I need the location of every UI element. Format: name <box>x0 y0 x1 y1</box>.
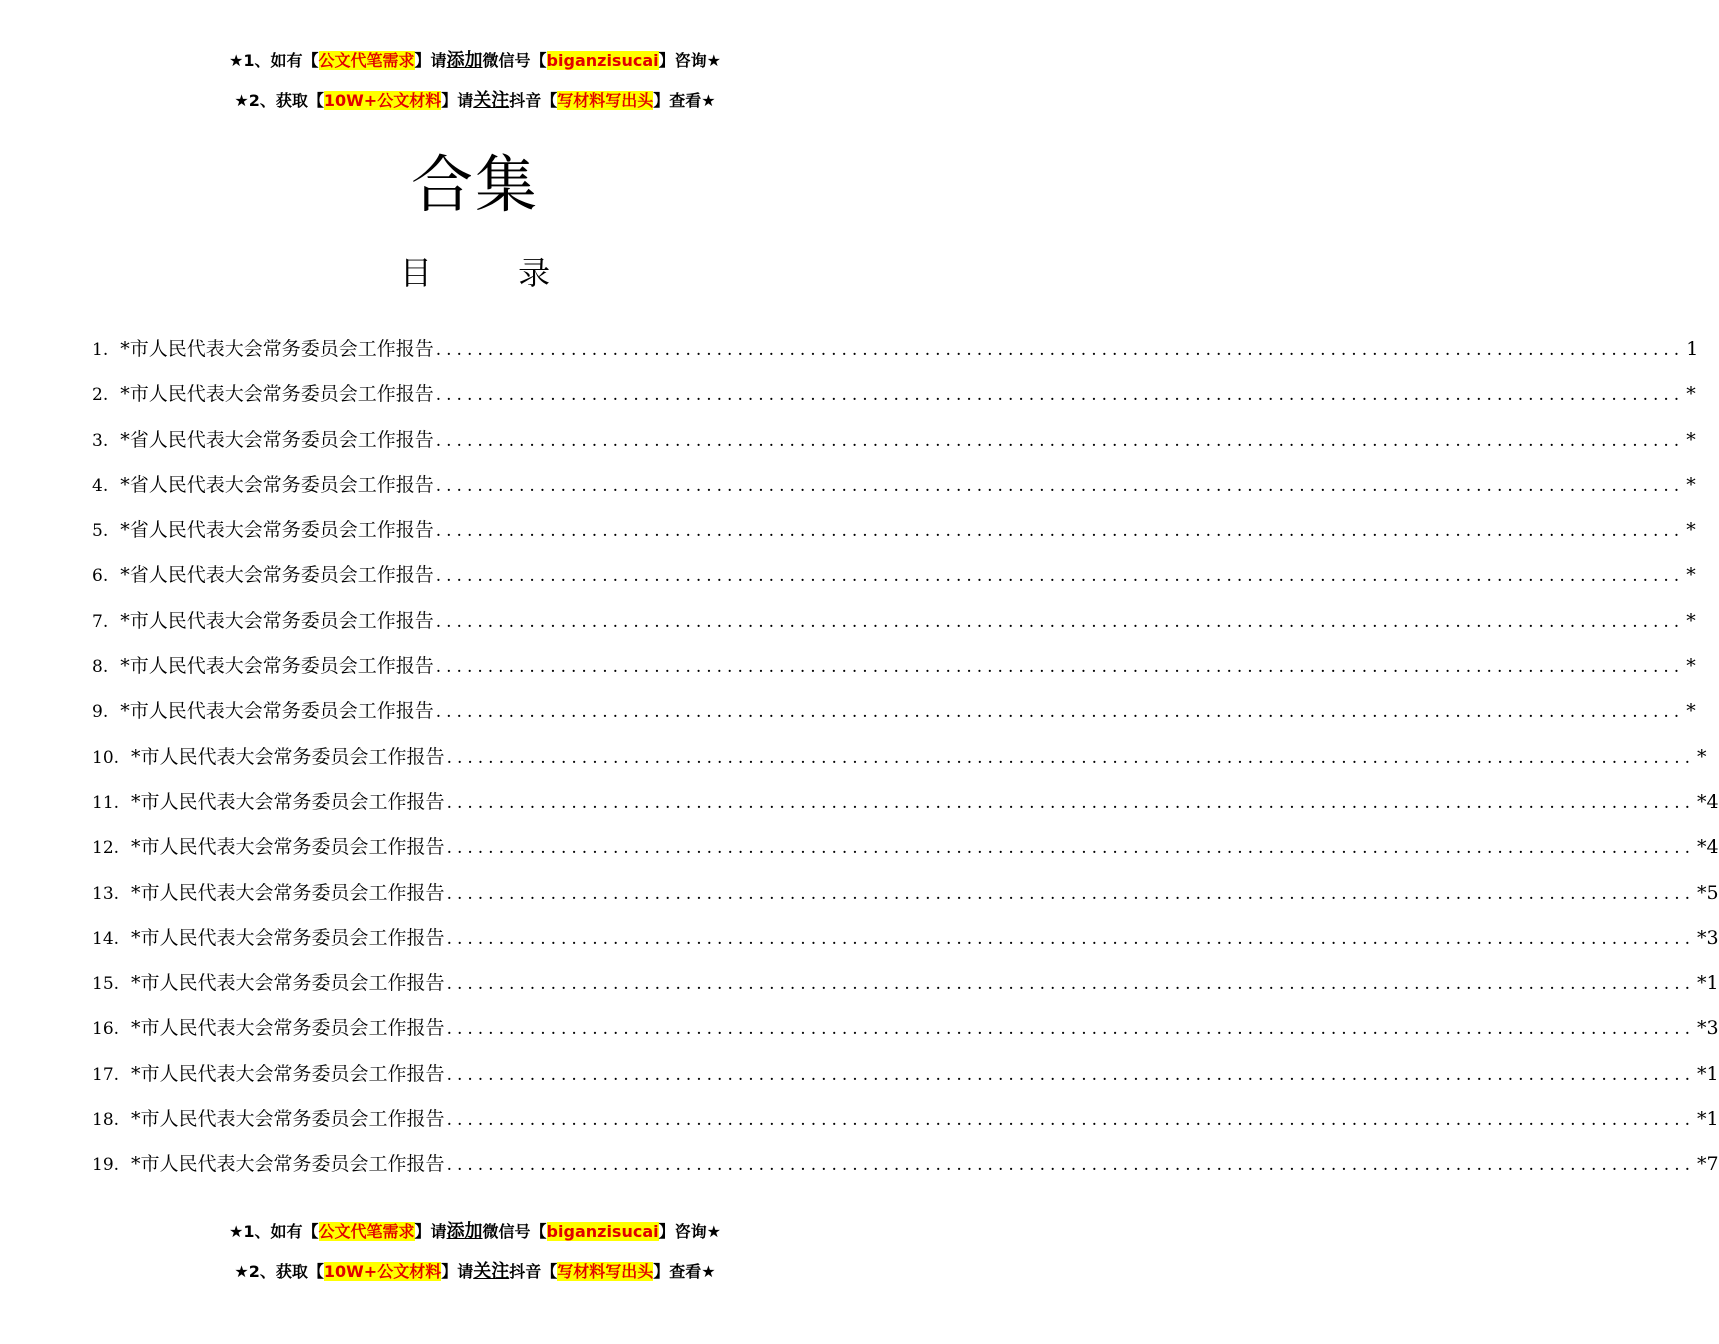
toc-leader-dots: ........................................................................................................................ <box>446 1019 1696 1040</box>
table-of-contents <box>92 331 1719 1192</box>
toc-entry-page: 1 <box>1686 338 1699 360</box>
promo-text: 】请 <box>441 91 474 110</box>
toc-leader-dots: ........................................................................................................................ <box>435 702 1685 723</box>
toc-entry-page: * <box>1686 564 1696 587</box>
promo-line-2 <box>0 1259 950 1285</box>
toc-entry[interactable] <box>92 693 1696 738</box>
promo-text: ★2、获取【 <box>234 1262 324 1281</box>
toc-entry-number: 11. <box>92 792 120 813</box>
toc-entry-page: * <box>1686 519 1696 542</box>
toc-entry[interactable] <box>92 331 1699 376</box>
toc-entry-title: *省人民代表大会常务委员会工作报告 <box>120 473 434 496</box>
toc-entry-title: *省人民代表大会常务委员会工作报告 <box>120 428 434 451</box>
promo-highlight: 公文代笔需求 <box>318 51 415 70</box>
toc-entry-page: *4 <box>1697 790 1719 813</box>
promo-line-1 <box>0 1219 950 1245</box>
toc-entry-title: *市人民代表大会常务委员会工作报告 <box>120 383 434 406</box>
toc-entry-number: 9. <box>92 702 109 723</box>
toc-entry[interactable] <box>92 467 1696 512</box>
toc-entry[interactable] <box>92 875 1719 920</box>
toc-entry-number: 1. <box>92 340 109 360</box>
toc-entry-title: *市人民代表大会常务委员会工作报告 <box>131 790 445 813</box>
toc-entry-title: *市人民代表大会常务委员会工作报告 <box>131 881 445 904</box>
toc-entry-title: *市人民代表大会常务委员会工作报告 <box>131 1153 445 1176</box>
toc-entry[interactable] <box>92 784 1719 829</box>
toc-entry-page: *3 <box>1697 1017 1719 1040</box>
toc-entry[interactable] <box>92 1010 1719 1055</box>
toc-entry[interactable] <box>92 557 1696 602</box>
toc-leader-dots: ........................................................................................................................ <box>435 521 1685 542</box>
toc-entry[interactable] <box>92 1146 1719 1191</box>
toc-entry-title: *市人民代表大会常务委员会工作报告 <box>131 836 445 859</box>
toc-entry-number: 16. <box>92 1019 120 1040</box>
promo-emphasis: 添加 <box>446 50 483 71</box>
promo-text: 】请 <box>441 1262 474 1281</box>
promo-highlight: 10W+公文材料 <box>323 1262 442 1281</box>
toc-leader-dots: ........................................................................................................................ <box>435 475 1685 496</box>
toc-entry-page: *4 <box>1697 836 1719 859</box>
promo-text: 】咨询★ <box>658 51 721 70</box>
toc-entry-number: 6. <box>92 566 109 587</box>
toc-entry-page: *3 <box>1697 926 1719 949</box>
promo-line-2 <box>0 88 950 114</box>
toc-entry-page: * <box>1686 700 1696 723</box>
promo-text: ★1、如有【 <box>229 1222 319 1241</box>
promo-text: ★2、获取【 <box>234 91 324 110</box>
toc-entry-number: 12. <box>92 838 120 859</box>
promo-header <box>0 48 950 128</box>
toc-entry-title: *市人民代表大会常务委员会工作报告 <box>131 926 445 949</box>
toc-entry-page: *1 <box>1697 972 1719 995</box>
toc-leader-dots: ........................................................................................................................ <box>446 1110 1696 1131</box>
promo-highlight: 公文代笔需求 <box>318 1222 415 1241</box>
toc-entry[interactable] <box>92 512 1696 557</box>
promo-text: ★1、如有【 <box>229 51 319 70</box>
promo-highlight: 10W+公文材料 <box>323 91 442 110</box>
toc-entry-number: 19. <box>92 1155 120 1176</box>
toc-leader-dots: ........................................................................................................................ <box>435 657 1685 678</box>
promo-douyin-id: 写材料写出头 <box>557 91 654 110</box>
promo-wechat-id: biganzisucai <box>546 1222 659 1241</box>
promo-emphasis: 添加 <box>446 1221 483 1242</box>
promo-footer <box>0 1219 950 1299</box>
toc-entry[interactable] <box>92 739 1707 784</box>
promo-text: 】查看★ <box>653 91 716 110</box>
toc-entry-page: *7 <box>1697 1153 1719 1176</box>
promo-text: 】咨询★ <box>658 1222 721 1241</box>
toc-entry[interactable] <box>92 920 1719 965</box>
toc-heading: 目 录 <box>399 254 579 292</box>
toc-entry-number: 5. <box>92 521 109 542</box>
toc-leader-dots: ........................................................................................................................ <box>435 340 1685 360</box>
promo-text: 】请 <box>414 51 447 70</box>
toc-leader-dots: ........................................................................................................................ <box>446 838 1696 859</box>
toc-entry-number: 15. <box>92 974 120 995</box>
promo-douyin-id: 写材料写出头 <box>557 1262 654 1281</box>
toc-entry-title: *市人民代表大会常务委员会工作报告 <box>120 609 434 632</box>
toc-entry-page: * <box>1686 655 1696 678</box>
toc-entry-title: *市人民代表大会常务委员会工作报告 <box>131 1017 445 1040</box>
toc-entry-number: 18. <box>92 1110 120 1131</box>
toc-entry-page: *1 <box>1697 1062 1719 1085</box>
promo-emphasis: 关注 <box>473 90 510 111</box>
toc-entry-page: * <box>1686 473 1696 496</box>
promo-text: 微信号【 <box>482 1222 547 1241</box>
toc-entry-page: * <box>1686 609 1696 632</box>
toc-leader-dots: ........................................................................................................................ <box>446 792 1696 813</box>
toc-entry[interactable] <box>92 376 1696 421</box>
toc-entry-number: 7. <box>92 611 109 632</box>
promo-text: 】查看★ <box>653 1262 716 1281</box>
promo-wechat-id: biganzisucai <box>546 51 659 70</box>
toc-leader-dots: ........................................................................................................................ <box>446 1155 1696 1176</box>
toc-entry-page: *1 <box>1697 1108 1719 1131</box>
toc-entry[interactable] <box>92 648 1696 693</box>
toc-entry-title: *市人民代表大会常务委员会工作报告 <box>131 1108 445 1131</box>
toc-entry-number: 14. <box>92 928 120 949</box>
toc-entry-title: *市人民代表大会常务委员会工作报告 <box>120 655 434 678</box>
toc-entry[interactable] <box>92 603 1696 648</box>
toc-leader-dots: ........................................................................................................................ <box>446 974 1696 995</box>
toc-entry-page: * <box>1686 428 1696 451</box>
toc-entry-title: *市人民代表大会常务委员会工作报告 <box>131 1062 445 1085</box>
toc-leader-dots: ........................................................................................................................ <box>435 430 1685 451</box>
promo-text: 抖音【 <box>509 91 558 110</box>
promo-line-1 <box>0 48 950 74</box>
toc-leader-dots: ........................................................................................................................ <box>446 883 1696 904</box>
promo-text: 微信号【 <box>482 51 547 70</box>
toc-entry[interactable] <box>92 965 1719 1010</box>
toc-entry-page: *5 <box>1697 881 1719 904</box>
toc-entry-page: * <box>1697 745 1707 768</box>
toc-entry-title: *市人民代表大会常务委员会工作报告 <box>131 972 445 995</box>
promo-text: 抖音【 <box>509 1262 558 1281</box>
toc-entry-number: 13. <box>92 883 120 904</box>
promo-text: 】请 <box>414 1222 447 1241</box>
toc-entry-title: *市人民代表大会常务委员会工作报告 <box>120 700 434 723</box>
toc-entry-number: 10. <box>92 747 120 768</box>
toc-entry-title: *省人民代表大会常务委员会工作报告 <box>120 564 434 587</box>
toc-entry[interactable] <box>92 1101 1719 1146</box>
toc-entry-number: 3. <box>92 430 109 451</box>
toc-leader-dots: ........................................................................................................................ <box>435 385 1685 406</box>
toc-entry-title: *市人民代表大会常务委员会工作报告 <box>120 338 434 360</box>
toc-entry-page: * <box>1686 383 1696 406</box>
promo-emphasis: 关注 <box>473 1261 510 1282</box>
toc-entry-title: *市人民代表大会常务委员会工作报告 <box>131 745 445 768</box>
toc-leader-dots: ........................................................................................................................ <box>435 566 1685 587</box>
toc-entry[interactable] <box>92 422 1696 467</box>
toc-entry[interactable] <box>92 1056 1719 1101</box>
toc-leader-dots: ........................................................................................................................ <box>435 611 1685 632</box>
toc-entry-title: *省人民代表大会常务委员会工作报告 <box>120 519 434 542</box>
toc-entry-number: 2. <box>92 385 109 406</box>
toc-leader-dots: ........................................................................................................................ <box>446 928 1696 949</box>
toc-leader-dots: ........................................................................................................................ <box>446 747 1696 768</box>
toc-entry-number: 17. <box>92 1064 120 1085</box>
toc-leader-dots: ........................................................................................................................ <box>446 1064 1696 1085</box>
document-title: 合集 <box>410 148 539 221</box>
toc-entry[interactable] <box>92 829 1719 874</box>
toc-entry-number: 8. <box>92 657 109 678</box>
toc-entry-number: 4. <box>92 475 109 496</box>
